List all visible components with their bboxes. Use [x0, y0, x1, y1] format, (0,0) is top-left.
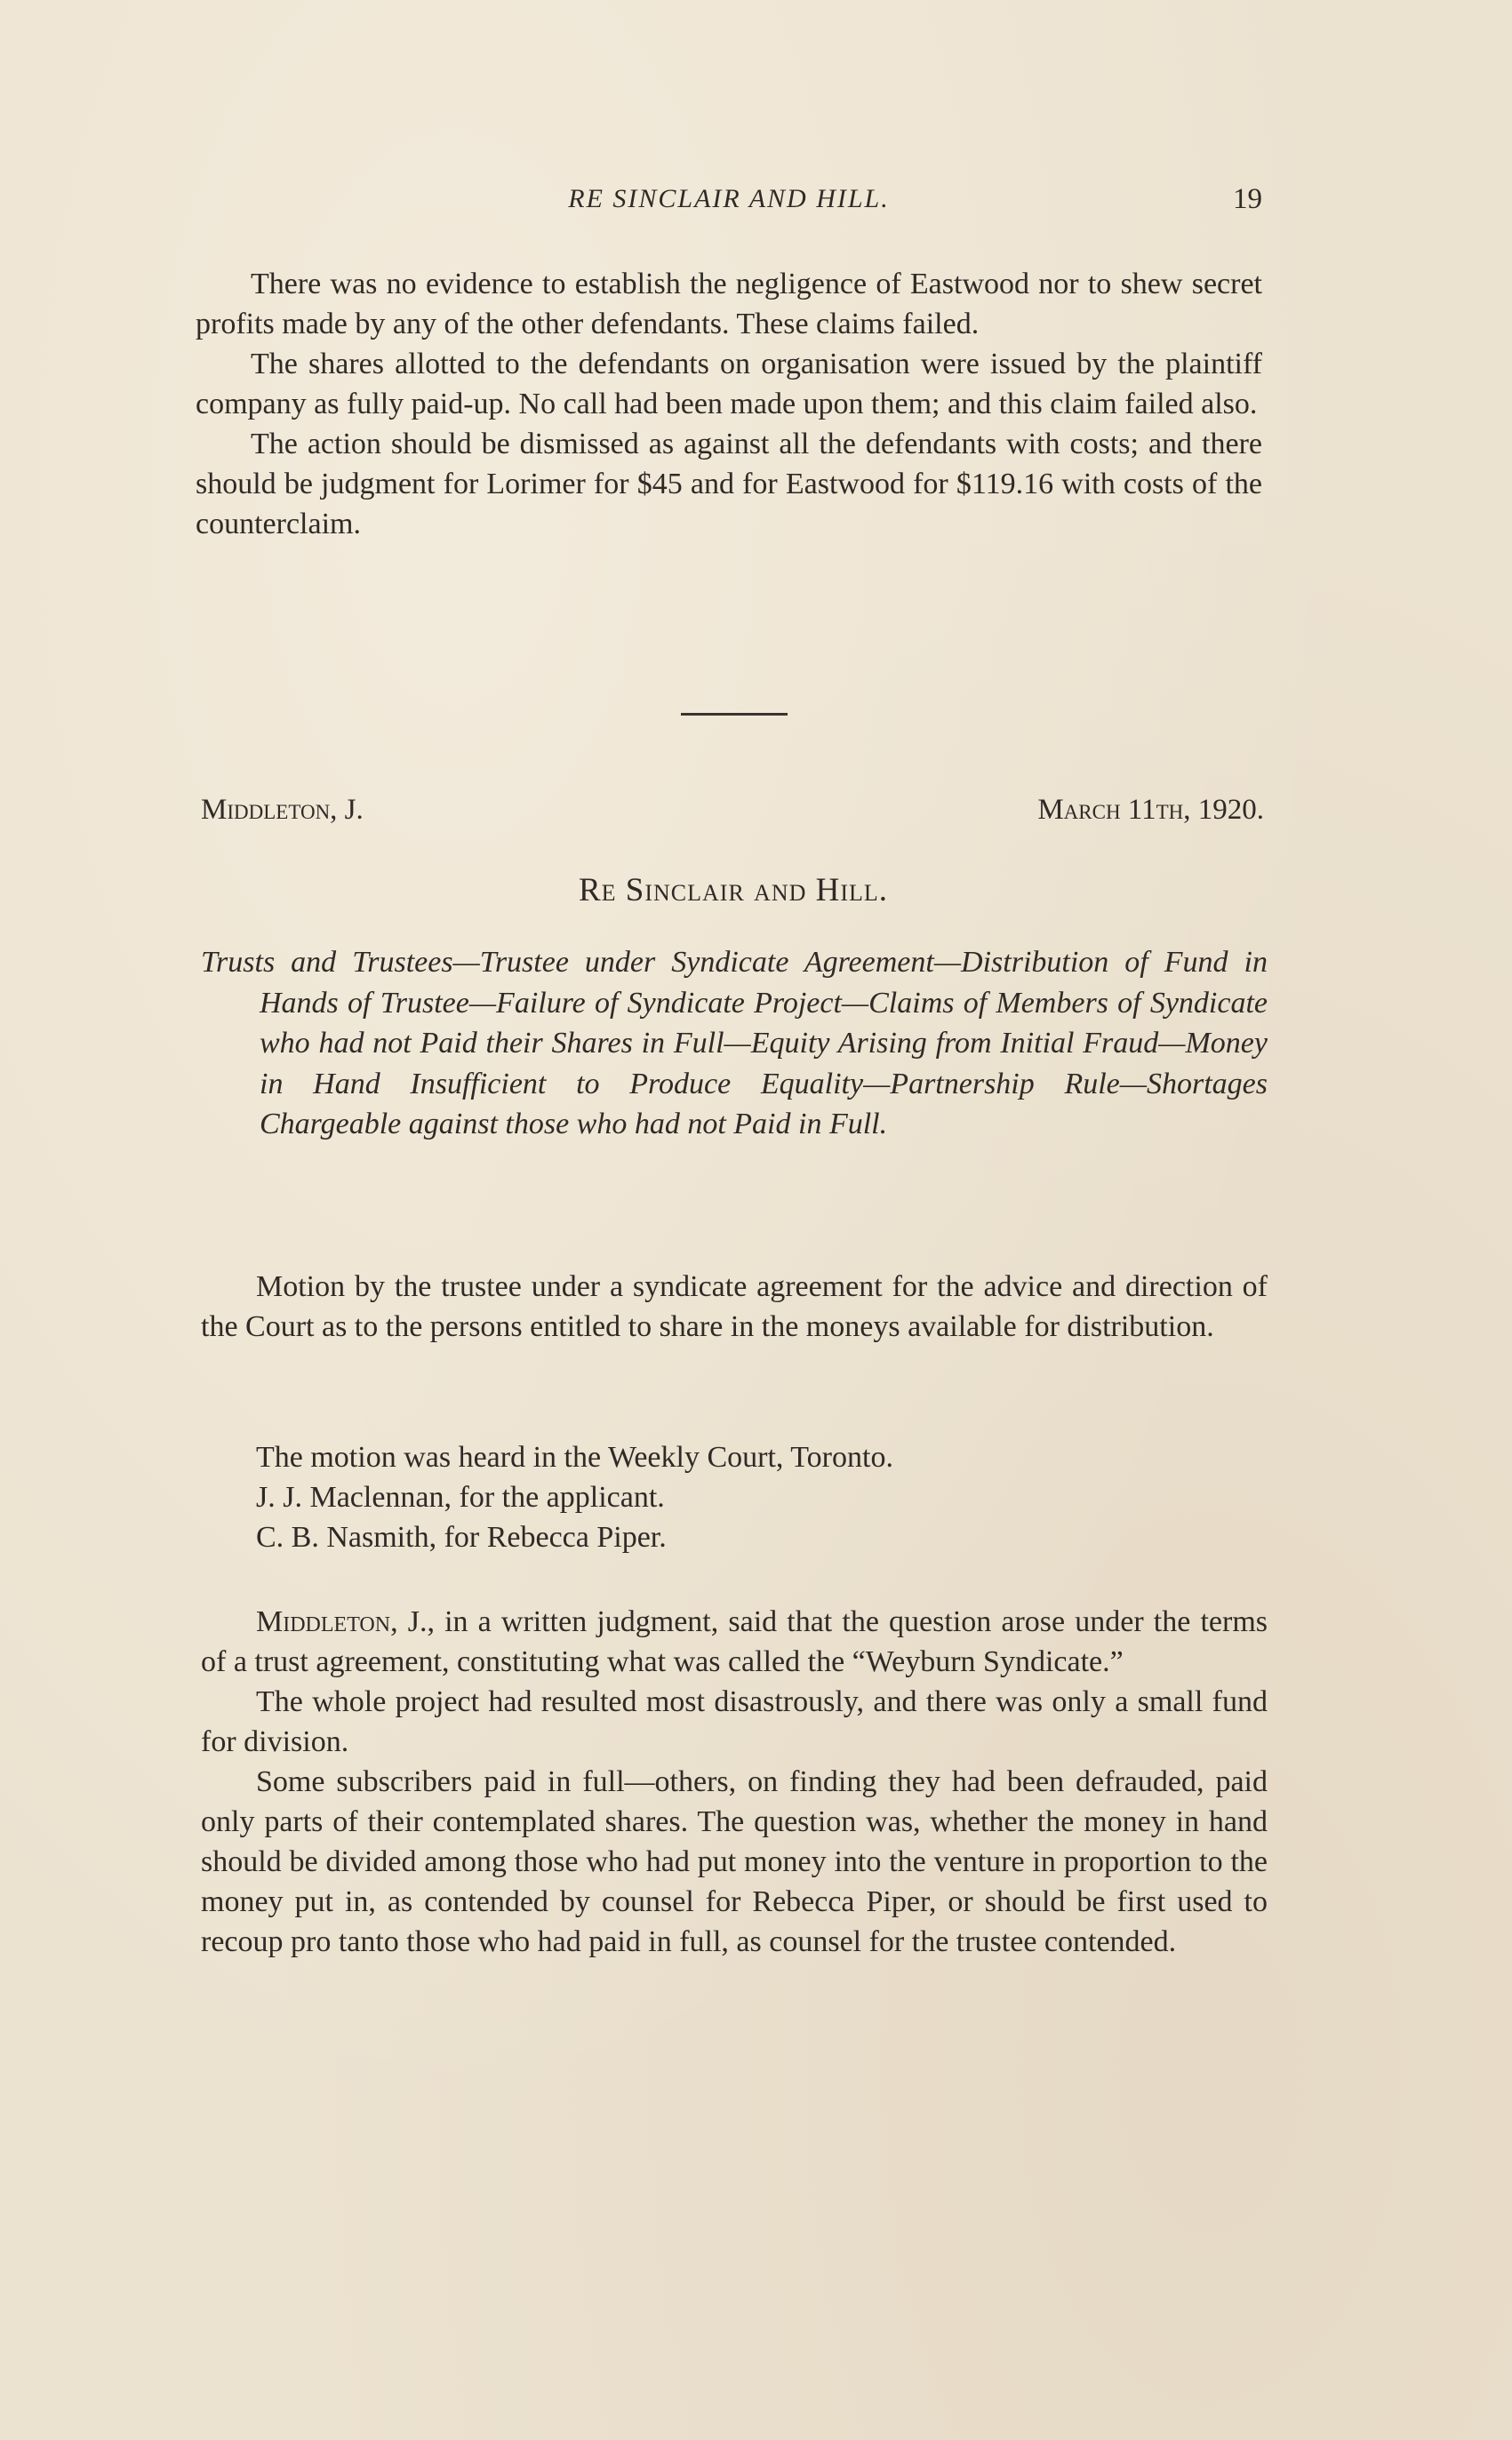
section-divider — [681, 713, 788, 716]
paragraph: Motion by the trustee under a syndicate agreement for the advice and direction of the Court as to the persons entitled to share in the moneys available for distribution. — [201, 1270, 1268, 1343]
paragraph: Some subscribers paid in full—others, on finding they had been defrauded, paid only parts of their contemplated shares. The question was, whether the money in hand should be divided among those who had put money into the venture in proportion to the money put in, as contended by counsel for Rebecca Piper, or should be first used to recoup pro tanto those who had paid in full, as counsel for the trustee contended. — [201, 1765, 1268, 1958]
judgment-text: , in a written judgment, said that the question arose under the terms of a trust agreement, constituting what was called the “Weyburn Syndicate.” — [201, 1605, 1268, 1678]
counsel-line: C. B. Nasmith, for Rebecca Piper. — [256, 1521, 667, 1554]
paragraph — [201, 1602, 1268, 1682]
counsel-line: J. J. Maclennan, for the applicant. — [256, 1481, 665, 1514]
judge-name: Middleton, J. — [201, 794, 364, 826]
page-number: 19 — [1233, 183, 1262, 215]
running-title: RE SINCLAIR AND HILL. — [568, 184, 890, 213]
paragraph: The whole project had resulted most disastrously, and there was only a small fund for division. — [201, 1685, 1268, 1758]
previous-case-conclusion — [196, 264, 1262, 544]
paragraph: There was no evidence to establish the negligence of Eastwood nor to shew secret profits made by any of the other defendants. These claims failed. — [196, 268, 1262, 340]
motion-paragraph — [201, 1267, 1268, 1347]
headnote: Trusts and Trustees—Trustee under Syndicate Agreement—Distribution of Fund in Hands of Trustee—Failure of Syndicate Project—Claims of Members of Syndicate who had not Paid their Shares in Full—Equity Arising from Initial Fraud—Money in Hand Insufficient to Produce Equality—Partnership Rule—Shortages Chargeable against those who had not Paid in Full. — [201, 946, 1268, 1140]
running-header — [196, 180, 1262, 219]
judge-name: Middleton, J. — [256, 1605, 428, 1638]
judgment — [201, 1602, 1268, 1962]
paragraph: The shares allotted to the defendants on organisation were issued by the plaintiff company as fully paid-up. No call had been made upon them; and this claim failed also. — [196, 348, 1262, 420]
paragraph: The action should be dismissed as against all the defendants with costs; and there should be judgment for Lorimer for $45 and for Eastwood for $119.16 with costs of the counterclaim. — [196, 428, 1262, 540]
hearing-line: The motion was heard in the Weekly Court, Toronto. — [256, 1441, 893, 1474]
hearing-details — [201, 1437, 1268, 1557]
decision-date: March 11th, 1920. — [1037, 794, 1264, 826]
case-title: Re Sinclair and Hill. — [578, 872, 889, 908]
